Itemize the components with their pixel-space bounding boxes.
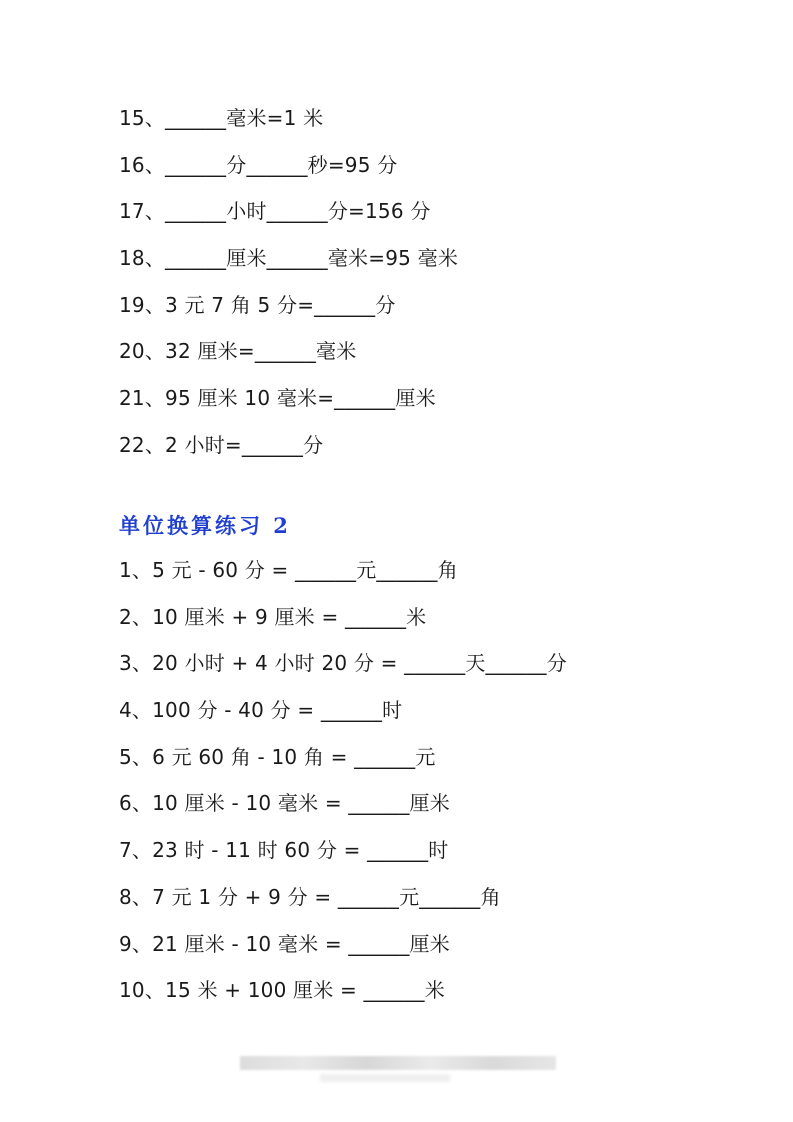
exercise-list-1 bbox=[119, 102, 739, 476]
exercise-item: 7、23 时 - 11 时 60 分 = ______时 bbox=[119, 838, 449, 863]
exercise-item: 4、100 分 - 40 分 = ______时 bbox=[119, 698, 403, 723]
exercise-item: 1、5 元 - 60 分 = ______元______角 bbox=[119, 558, 458, 582]
section-title: 单位换算练习 2 bbox=[119, 513, 291, 538]
exercise-item: 10、15 米 + 100 厘米 = ______米 bbox=[119, 978, 445, 1003]
exercise-item: 16、______分______秒=95 分 bbox=[119, 152, 398, 177]
exercise-item: 19、3 元 7 角 5 分=______分 bbox=[119, 292, 396, 317]
exercise-item: 6、10 厘米 - 10 毫米 = ______厘米 bbox=[119, 791, 450, 816]
blurred-footer-watermark bbox=[240, 1056, 556, 1070]
exercise-item: 5、6 元 60 角 - 10 角 = ______元 bbox=[119, 744, 436, 769]
exercise-item: 9、21 厘米 - 10 毫米 = ______厘米 bbox=[119, 931, 450, 956]
exercise-item: 22、2 小时=______分 bbox=[119, 432, 324, 457]
exercise-item: 20、32 厘米=______毫米 bbox=[119, 339, 357, 364]
exercise-item: 21、95 厘米 10 毫米=______厘米 bbox=[119, 386, 436, 411]
exercise-item: 3、20 小时 + 4 小时 20 分 = ______天______分 bbox=[119, 651, 567, 676]
exercise-item: 18、______厘米______毫米=95 毫米 bbox=[119, 246, 459, 271]
exercise-item: 17、______小时______分=156 分 bbox=[119, 199, 431, 224]
exercise-list-2 bbox=[119, 554, 739, 1021]
exercise-item: 2、10 厘米 + 9 厘米 = ______米 bbox=[119, 604, 427, 629]
exercise-item: 15、______毫米=1 米 bbox=[119, 106, 324, 130]
blurred-footer-watermark-sub bbox=[320, 1074, 450, 1082]
exercise-item: 8、7 元 1 分 + 9 分 = ______元______角 bbox=[119, 884, 501, 909]
